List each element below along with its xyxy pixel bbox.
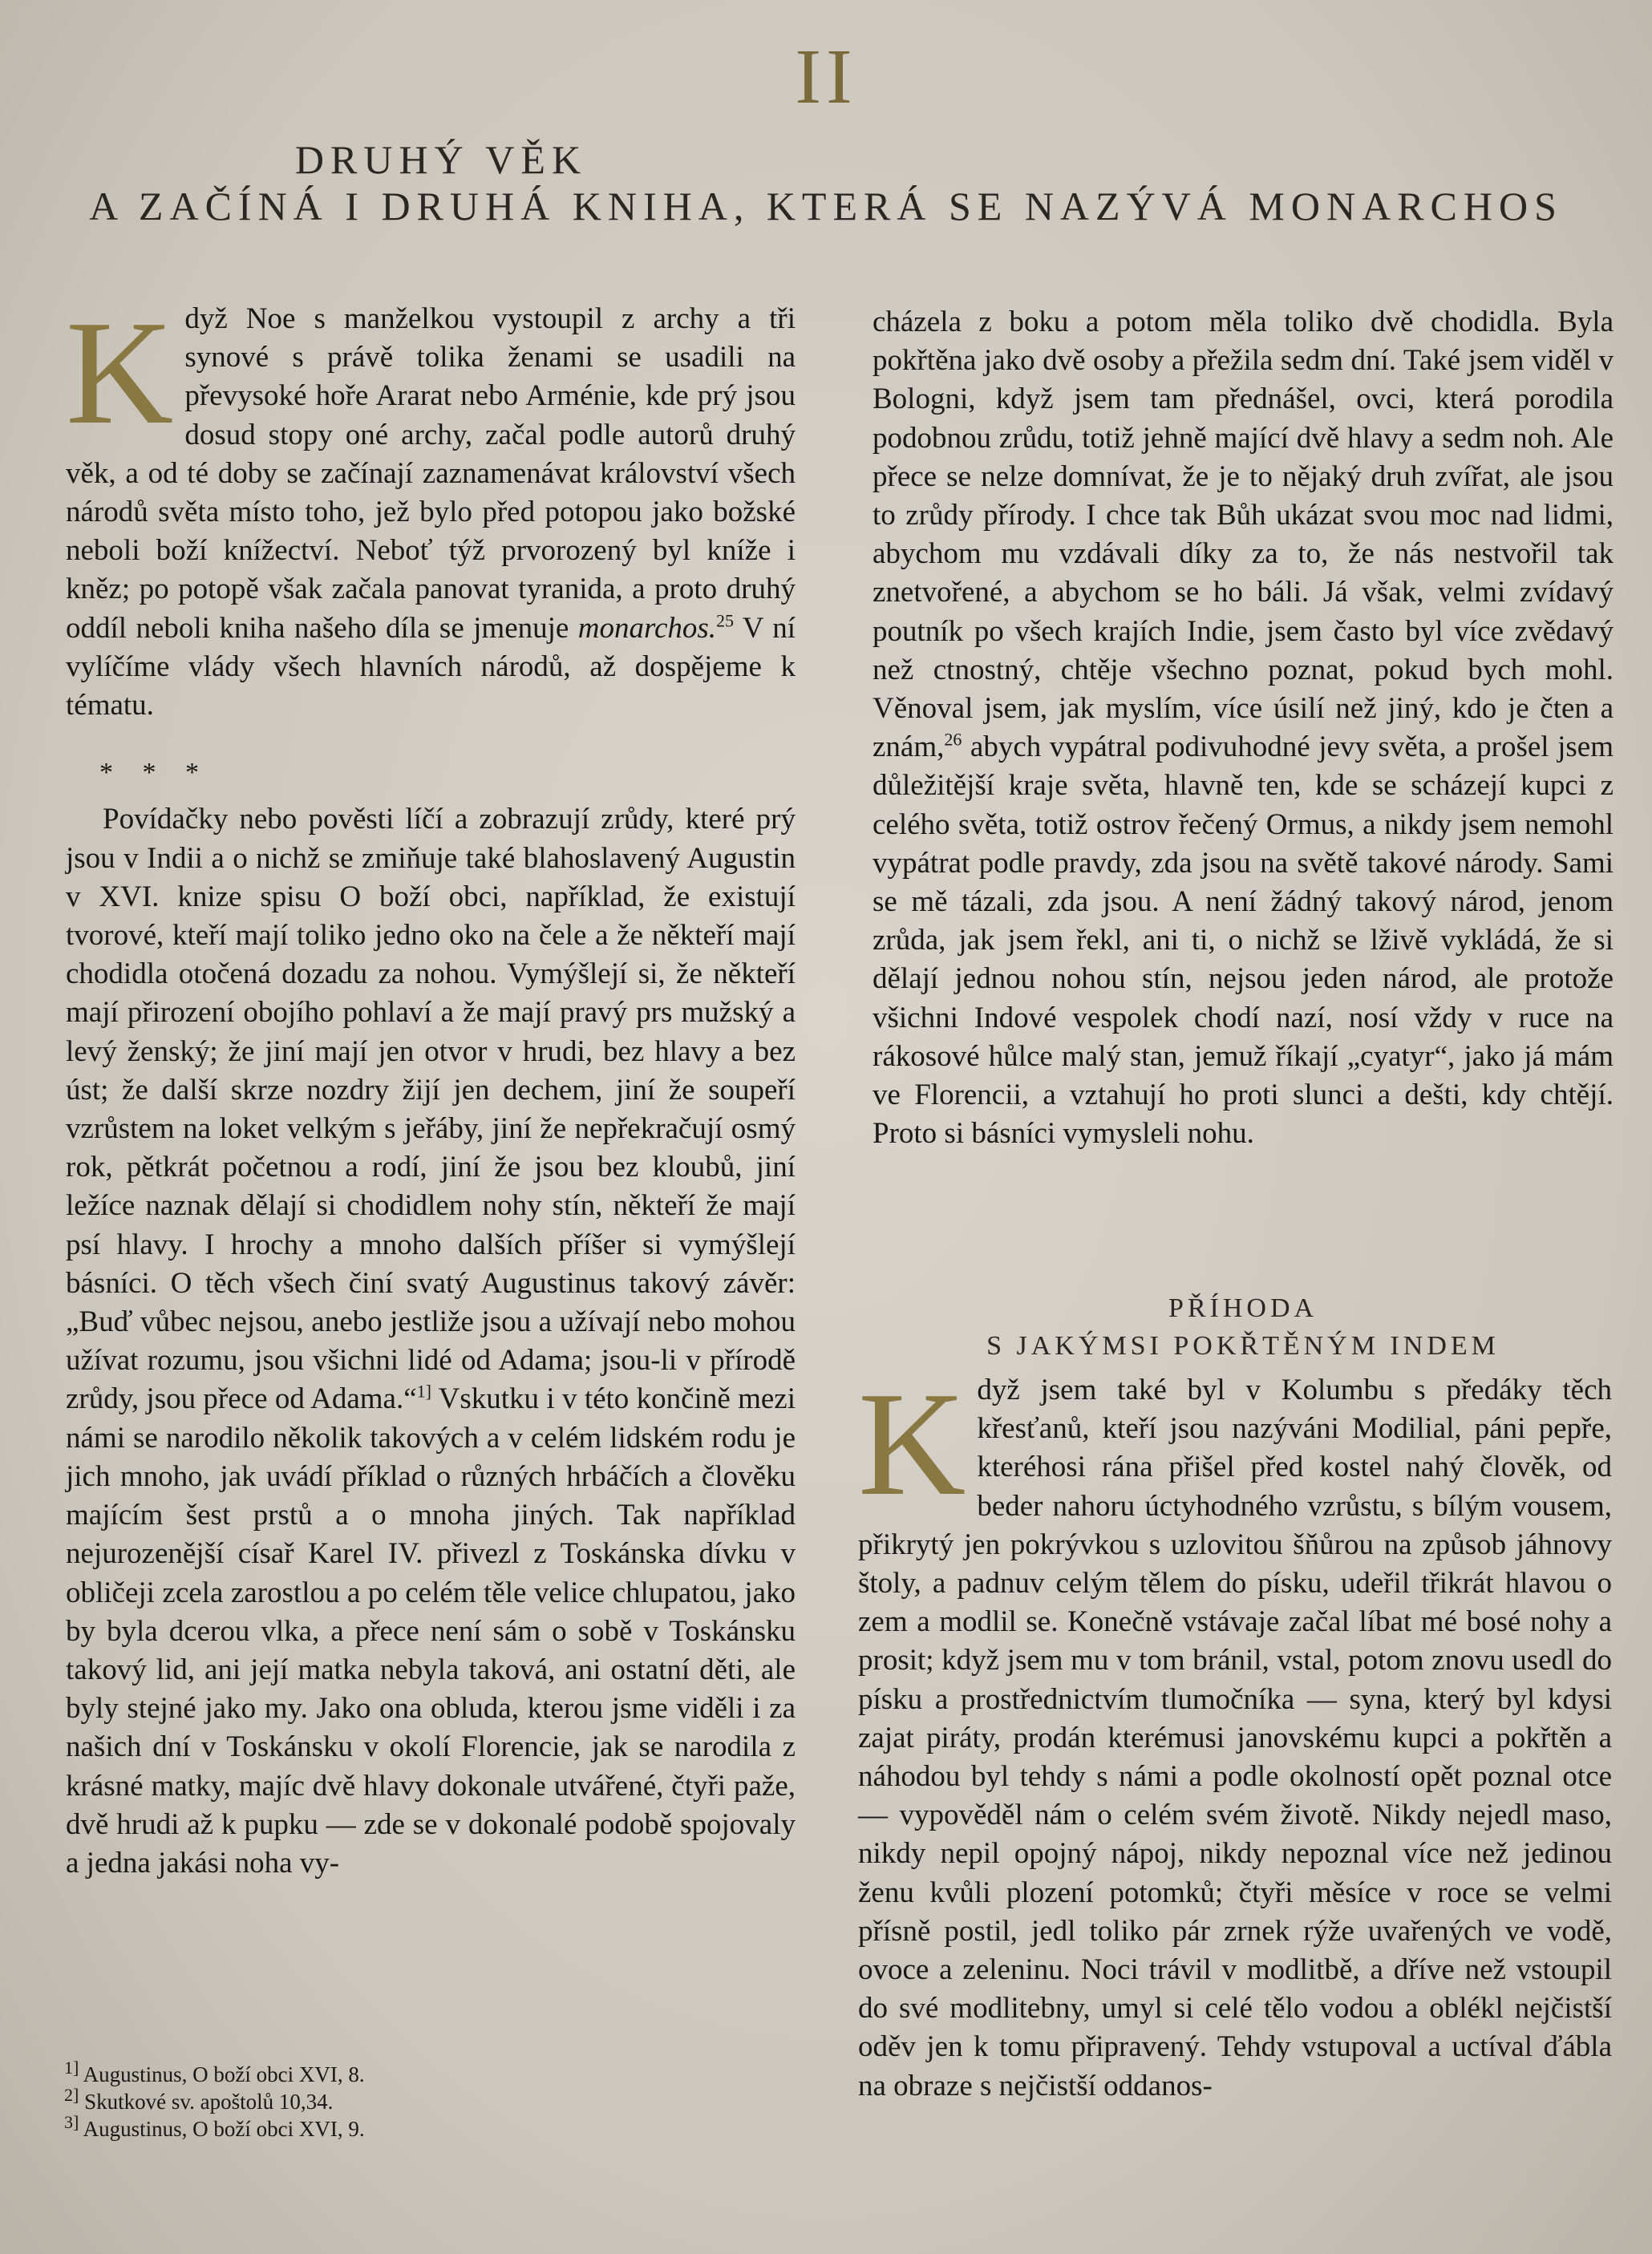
left-column bbox=[66, 290, 796, 1883]
footnote-text: Skutkové sv. apoštolů 10,34. bbox=[84, 2090, 334, 2114]
footnote bbox=[64, 2058, 786, 2088]
paragraph-text: cházela z boku a potom měla toliko dvě chodidla. Byla pokřtěna jako dvě osoby a přežila sedm dní. Také jsem viděl v Bologni, když jsem tam přednášel, ovci, která porodila podobnou zrůdu, totiž jehně mající dvě hlavy a sedm noh. Ale přece se nelze domnívat, že je to nějaký druh zvířat, ale jsou to zrůdy přírody. I chce tak Bůh ukázat svou moc nad lidmi, abychom mu vzdávali díky za to, že nás nestvořil tak znetvořené, a abychom se ho báli. Já však, velmi zvídavý poutník po všech krajích Indie, jsem často byl více zvědavý než ctnostný, chtěje všechno poznat, pokud bych mohl. Věnoval jsem, jak myslím, více úsilí než jiný, kdo je čten a znám, bbox=[873, 306, 1614, 764]
footnotes bbox=[64, 2058, 786, 2143]
paragraph-text: V ní vylíčíme vlády všech hlavních národů, až dospějeme k tématu. bbox=[66, 611, 796, 722]
paragraph bbox=[66, 800, 796, 1883]
paragraph-text: dyž jsem také byl v Kolumbu s předáky těch křesťanů, kteří jsou nazýváni Modilial, páni pepře, kteréhosi rána přišel před kostel nahý člověk, od beder nahoru úctyhodného vzrůstu, s bílým vousem, přikrytý jen pokrývkou s uzlovitou šňůrou na způsob jáhnovy štoly, a padnuv celým tělem do písku, udeřil třikrát hlavou o zem a modlil se. Konečně vstávaje začal líbat mé bosé nohy a prosit; když jsem mu v tom bránil, vstal, potom znovu usedl do písku a prostřednictvím tlumočníka — syna, který byl kdysi zajat piráty, prodán kterémusi janovskému kupci a pokřtěn a náhodou byl tehdy s námi a podle okolností opět poznal otce — vypověděl nám o celém svém životě. Nikdy nejedl maso, nikdy nepil opojný nápoj, nikdy nepoznal více než jedinou ženu kvůli plození potomků; čtyři měsíce v roce se velmi přísně postil, jedl toliko pár zrnek rýže uvařených ve vodě, ovoce a zeleninu. Noci trávil v modlitbě, a dříve než vstoupil do své modlitebny, umyl si celé tělo vodou a oblékl nejčistší oděv jen k tomu připravený. Tehdy vstupoval a uctíval ďábla na obraze s nejčistší oddanos- bbox=[858, 1374, 1612, 2102]
paragraph-text: Vskutku i v této končině mezi námi se narodilo několik takových a v celém lidském rodu je jich mnoho, jak uvádí příklad o různých hrbáčích a člověku majícím šest prstů a o mnoha jiných. Tak například nejurozenější císař Karel IV. přivezl z Toskánska dívku v obličeji zcela zarostlou a po celém těle velice chlupatou, jako by byla dcerou vlka, a přece není sám o sobě v Toskánsku takový lid, ani její matka nebyla taková, ani ostatní děti, ale byly stejné jako my. Jako ona obluda, kterou jsme viděli i za našich dní v Toskánsku v okolí Florencie, jak se narodila z krásné matky, majíc dvě hlavy dokonale utvářené, čtyři paže, dvě hrudi až k pupku — zde se v dokonalé podobě spojovaly a jedna jakási noha vy- bbox=[66, 1382, 796, 1880]
footnote-text: Augustinus, O boží obci XVI, 8. bbox=[83, 2062, 365, 2086]
footnote-ref: 26 bbox=[944, 729, 962, 750]
right-column-section bbox=[858, 1362, 1612, 2106]
paragraph bbox=[66, 290, 796, 725]
footnote bbox=[64, 2085, 786, 2115]
footnote-ref: 1] bbox=[416, 1382, 431, 1402]
paragraph bbox=[873, 303, 1614, 1153]
italic-term: monarchos. bbox=[577, 611, 717, 645]
footnote-mark: 1] bbox=[64, 2058, 79, 2078]
footnote-mark: 2] bbox=[64, 2085, 79, 2105]
paragraph-text: dyž Noe s manželkou vystoupil z archy a tři synové s právě tolika ženami se usadili na převysoké hoře Ararat nebo Arménie, kde prý jsou dosud stopy oné archy, začal podle autorů druhý věk, a od té doby se začínají zaznamenávat království všech národů světa místo toho, jež bylo před potopou jako božské neboli boží knížectví. Neboť týž prvorozený byl kníže i kněz; po potopě však začala panovat tyranida, a proto druhý oddíl neboli kniha našeho díla se jmenuje bbox=[66, 302, 796, 645]
section-heading-line2: S JAKÝMSI POKŘTĚNÝM INDEM bbox=[986, 1331, 1500, 1361]
paragraph-text: Povídačky nebo pověsti líčí a zobrazují zrůdy, které prý jsou v Indii a o nichž se zmiňuje také blahoslavený Augustin v XVI. knize spisu O boží obci, například, že existují tvorové, kteří mají toliko jedno oko na čele a že někteří mají chodidla otočená dozadu za nohou. Vymýšlejí si, že někteří mají přirození obojího pohlaví a že mají pravý prs mužský a levý ženský; že jiní mají jen otvor v hrudi, bez hlavy a bez úst; že další skrze nozdry žijí jen dechem, jiní že soupeří vzrůstem na loket velkým s jeřáby, jiní že nepřekračují osmý rok, pětkrát početnou a rodí, jiní že jsou bez kloubů, jiní ležíce naznak dělají si chodidlem nohy stín, někteří že mají psí hlavy. I hrochy a mnoho dalších příšer si vymýšlejí básníci. O těch všech činí svatý Augustinus takový závěr: „Buď vůbec nejsou, anebo jestliže jsou a užívají nebo mohou užívat rozumu, jsou všichni lidé od Adama; jsou-li v přírodě zrůdy, jsou přece od Adama.“ bbox=[66, 803, 796, 1416]
paragraph bbox=[858, 1362, 1612, 2106]
footnote-text: Augustinus, O boží obci XVI, 9. bbox=[83, 2117, 365, 2141]
section-separator: * * * bbox=[99, 758, 210, 788]
footnote bbox=[64, 2112, 786, 2143]
right-column bbox=[873, 303, 1614, 1153]
drop-cap: K bbox=[858, 1362, 966, 1527]
chapter-numeral: II bbox=[795, 34, 857, 120]
footnote-mark: 3] bbox=[64, 2112, 79, 2132]
footnote-ref: 25 bbox=[716, 610, 735, 631]
chapter-title-line1: DRUHÝ VĚK bbox=[294, 137, 588, 182]
section-heading-line1: PŘÍHODA bbox=[1168, 1293, 1318, 1323]
chapter-title-line2: A ZAČÍNÁ I DRUHÁ KNIHA, KTERÁ SE NAZÝVÁ MONARCHOS bbox=[89, 184, 1563, 229]
drop-cap: K bbox=[66, 290, 174, 455]
paragraph-text: abych vypátral podivuhodné jevy světa, a prošel jsem důležitější kraje světa, hlavně ten, kde se scházejí kupci z celého světa, totiž ostrov řečený Ormus, a nikdy jsem nemohl vypátrat podle pravdy, zda jsou na světě takové národy. Sami se mě tázali, zda jsou. A není žádný takový národ, jenom zrůda, jak jsem řekl, ani ti, o nichž se lživě vykládá, že si dělají jednou nohou stín, nejsou jeden národ, ale protože všichni Indové vespolek chodí nazí, nosí vždy v ruce na rákosové hůlce malý stan, jemuž říkají „cyatyr“, jako já mám ve Florencii, a vztahují ho proti slunci a dešti, kdy chtějí. Proto si básníci vymysleli nohu. bbox=[873, 730, 1614, 1151]
